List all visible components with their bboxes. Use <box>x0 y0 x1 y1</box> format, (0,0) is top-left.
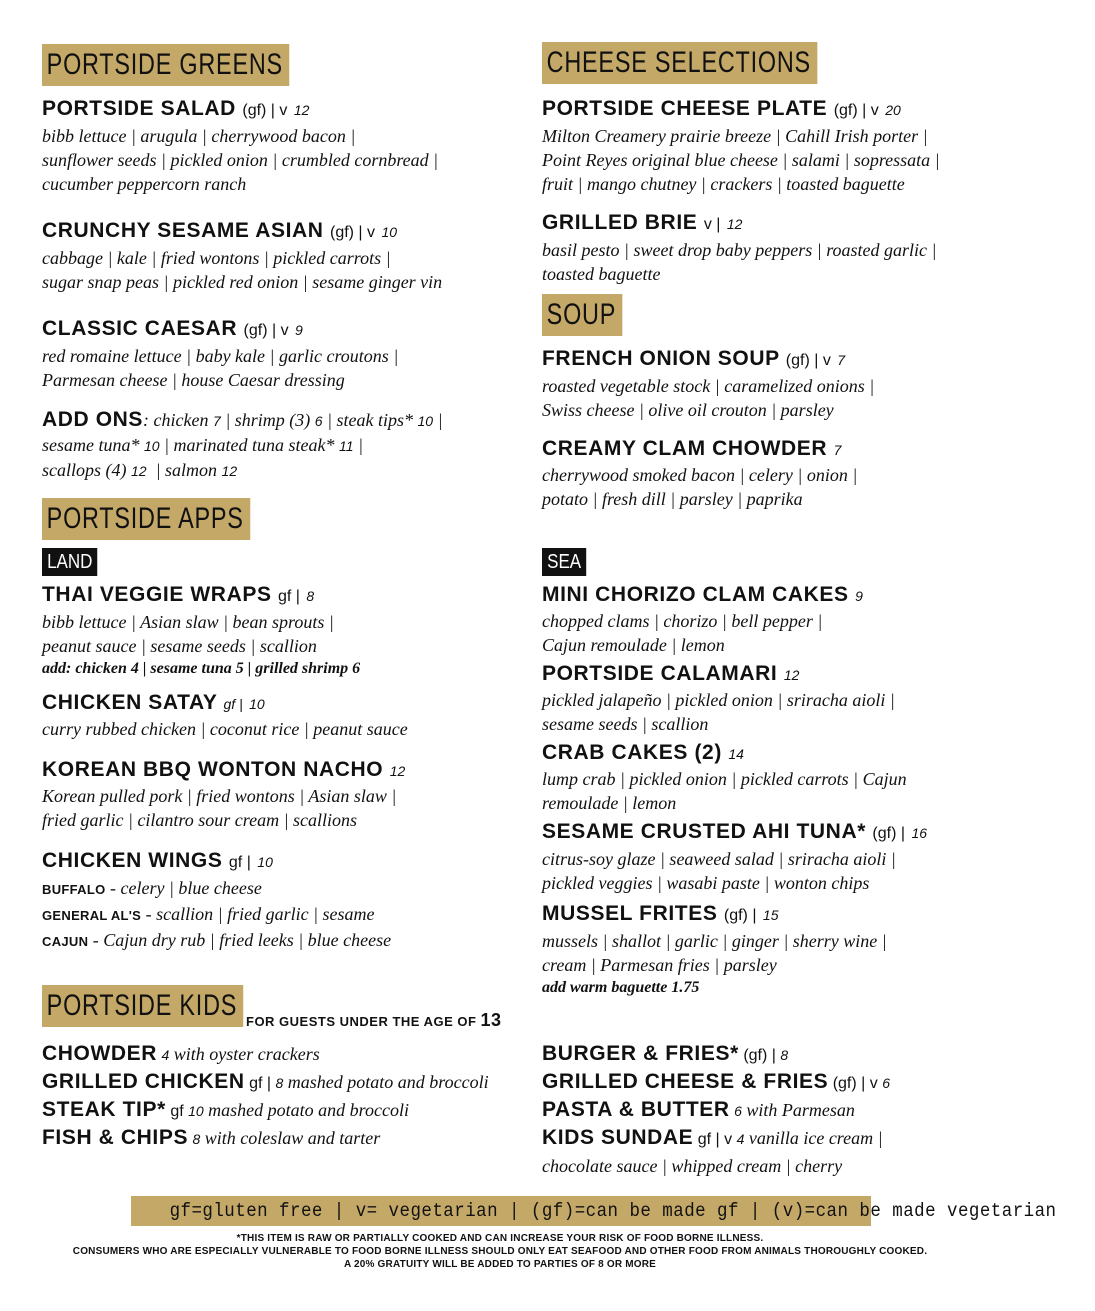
item-price: 10 <box>249 696 265 712</box>
item-name: STEAK TIP* <box>42 1098 166 1121</box>
item-desc-line: sugar snap peas | pickled red onion | sesame ginger vin <box>42 272 443 292</box>
kids-item <box>42 1041 532 1069</box>
addon-text: | <box>358 435 364 455</box>
menu-item <box>42 757 522 832</box>
item-desc-line: red romaine lettuce | baby kale | garlic croutons | <box>42 346 399 366</box>
addon-text: | salmon <box>155 460 218 480</box>
item-name: CHOWDER <box>42 1042 158 1065</box>
section-header-cheese: CHEESE SELECTIONS <box>542 42 817 84</box>
addon-price: 12 <box>221 463 238 479</box>
menu-item <box>42 582 522 680</box>
item-name: GRILLED CHEESE & FRIES <box>542 1070 829 1093</box>
section-header-greens: PORTSIDE GREENS <box>42 44 289 86</box>
item-desc-line: sesame seeds | scallion <box>542 714 709 734</box>
item-name: FRENCH ONION SOUP <box>542 347 780 370</box>
item-desc-line: bibb lettuce | Asian slaw | bean sprouts | <box>42 612 334 632</box>
item-name: SESAME CRUSTED AHI TUNA* <box>542 820 866 843</box>
item-desc-line: toasted baguette <box>542 264 661 284</box>
kids-age-number: 13 <box>480 1010 502 1030</box>
item-desc-line: peanut sauce | sesame seeds | scallion <box>42 636 317 656</box>
item-desc: chocolate sauce | whipped cream | cherry <box>542 1156 843 1176</box>
item-desc: mashed potato and broccoli <box>287 1072 489 1092</box>
item-desc-line: cabbage | kale | fried wontons | pickled carrots | <box>42 248 391 268</box>
item-tag: gf <box>170 1103 184 1120</box>
item-name: PORTSIDE CALAMARI <box>542 662 778 685</box>
item-price: 7 <box>833 442 842 458</box>
menu-item <box>42 316 512 392</box>
item-price: 4 <box>161 1047 170 1063</box>
item-desc-line: curry rubbed chicken | coconut rice | peanut sauce <box>42 719 408 739</box>
item-price: 20 <box>885 102 901 118</box>
addon-price: 10 <box>144 438 160 454</box>
wing-style: GENERAL AL'S - scallion | fried garlic | sesame <box>42 904 375 924</box>
item-name: MUSSEL FRITES <box>542 902 718 925</box>
item-name: BURGER & FRIES* <box>542 1042 739 1065</box>
item-desc-line: cherrywood smoked bacon | celery | onion | <box>542 465 858 485</box>
disclaimer <box>0 1232 1000 1271</box>
wing-style-desc: Cajun dry rub | fried leeks | blue cheese <box>103 930 392 950</box>
disclaimer-line: CONSUMERS WHO ARE ESPECIALLY VULNERABLE TO FOOD BORNE ILLNESS SHOULD ONLY EAT SEAFOOD AND OTHER FOOD FROM ANIMALS THOROUGHLY COOKED. <box>72 1246 928 1257</box>
item-desc: with oyster crackers <box>173 1044 320 1064</box>
item-name: MINI CHORIZO CLAM CAKES <box>542 583 849 606</box>
subheader-sea: SEA <box>542 548 586 576</box>
item-desc-line: basil pesto | sweet drop baby peppers | roasted garlic | <box>542 240 937 260</box>
item-desc-line: Korean pulled pork | fried wontons | Asian slaw | <box>42 786 397 806</box>
section-header-apps: PORTSIDE APPS <box>42 498 250 540</box>
item-name: CHICKEN WINGS <box>42 849 223 872</box>
item-desc-line: Cajun remoulade | lemon <box>542 635 725 655</box>
addon-text: | marinated tuna steak* <box>164 435 335 455</box>
kids-left-column <box>42 1041 532 1153</box>
item-price: 4 <box>736 1131 745 1147</box>
item-desc-line: sunflower seeds | pickled onion | crumbled cornbread | <box>42 150 439 170</box>
wing-style: CAJUN - Cajun dry rub | fried leeks | blue cheese <box>42 930 392 950</box>
item-desc-line: cream | Parmesan fries | parsley <box>542 955 777 975</box>
menu-item <box>42 690 522 741</box>
item-price: 12 <box>293 102 310 118</box>
item-desc-line: Parmesan cheese | house Caesar dressing <box>42 370 345 390</box>
item-price: 12 <box>783 667 800 683</box>
item-desc-line: lump crab | pickled onion | pickled carrots | Cajun <box>542 769 907 789</box>
item-name: KOREAN BBQ WONTON NACHO <box>42 758 384 781</box>
kids-item <box>542 1069 992 1097</box>
item-desc: with coleslaw and tarter <box>204 1128 381 1148</box>
section-header-kids: PORTSIDE KIDS <box>42 985 243 1027</box>
item-tag: gf | <box>223 696 243 712</box>
menu-item <box>542 346 992 422</box>
wing-style-label: BUFFALO <box>42 882 106 897</box>
item-price: 8 <box>306 588 315 604</box>
item-name: GRILLED CHICKEN <box>42 1070 245 1093</box>
item-name: GRILLED BRIE <box>542 211 698 234</box>
menu-item <box>42 96 512 196</box>
item-tag: (gf) | v <box>242 102 288 119</box>
item-tag: gf | <box>228 854 251 871</box>
kids-age-note-text: FOR GUESTS UNDER THE AGE OF <box>246 1014 477 1029</box>
item-addon-note: add warm baguette 1.75 <box>542 979 700 996</box>
kids-item <box>542 1041 992 1069</box>
item-desc-line: Swiss cheese | olive oil crouton | parsley <box>542 400 834 420</box>
addon-text: chicken <box>153 410 209 430</box>
addon-price: 12 <box>131 463 147 479</box>
kids-item <box>542 1125 992 1153</box>
item-price: 6 <box>734 1103 742 1119</box>
wing-style-label: CAJUN <box>42 934 89 949</box>
menu-item <box>542 901 992 999</box>
legend-bar <box>131 1196 1057 1226</box>
kids-right-column <box>542 1041 992 1181</box>
item-price: 6 <box>882 1075 890 1091</box>
apps-header <box>42 498 309 540</box>
item-desc-line: potato | fresh dill | parsley | paprika <box>542 489 803 509</box>
section-header-soup: SOUP <box>542 294 622 336</box>
land-column <box>42 548 522 968</box>
menu-item <box>542 210 992 286</box>
menu-item <box>42 218 512 294</box>
item-tag: (gf) | v <box>785 352 831 369</box>
greens-column <box>42 44 512 483</box>
menu-item <box>542 436 992 511</box>
item-tag: (gf) | <box>723 907 757 924</box>
kids-item <box>42 1125 532 1153</box>
kids-item <box>42 1097 532 1125</box>
wing-style-desc: celery | blue cheese <box>120 878 262 898</box>
wing-style: BUFFALO - celery | blue cheese <box>42 878 262 898</box>
item-price: 12 <box>389 763 406 779</box>
item-name: CHICKEN SATAY <box>42 691 218 714</box>
item-price: 16 <box>911 825 928 841</box>
wing-style-desc: scallion | fried garlic | sesame <box>156 904 375 924</box>
menu-item <box>542 819 992 895</box>
item-name: PASTA & BUTTER <box>542 1098 730 1121</box>
item-price: 15 <box>762 907 779 923</box>
menu-item <box>542 582 992 657</box>
item-tag: (gf) | v <box>833 102 879 119</box>
kids-age-note <box>246 1010 502 1031</box>
item-price: 7 <box>837 352 846 368</box>
item-desc: vanilla ice cream | <box>748 1128 883 1148</box>
item-price: 10 <box>188 1103 204 1119</box>
item-desc-line: chopped clams | chorizo | bell pepper | <box>542 611 823 631</box>
addon-text: | <box>437 410 443 430</box>
add-ons-label: ADD ONS <box>42 408 144 431</box>
item-tag: (gf) | v <box>329 224 376 241</box>
item-price: 14 <box>728 746 744 762</box>
item-name: CRUNCHY SESAME ASIAN <box>42 219 324 242</box>
menu-item <box>542 661 992 736</box>
sea-column <box>542 548 992 1013</box>
menu-item <box>42 848 522 954</box>
subheader-land: LAND <box>42 548 98 576</box>
item-price: 8 <box>780 1047 789 1063</box>
addon-price: 11 <box>339 438 354 454</box>
item-tag: v | <box>703 216 721 233</box>
addon-text: | steak tips* <box>327 410 414 430</box>
item-desc-line: fried garlic | cilantro sour cream | scallions <box>42 810 358 830</box>
item-desc-line: cucumber peppercorn ranch <box>42 174 247 194</box>
item-price: 8 <box>275 1075 284 1091</box>
item-name: PORTSIDE CHEESE PLATE <box>542 97 828 120</box>
item-tag: gf | <box>249 1075 272 1092</box>
addon-price: 10 <box>417 413 434 429</box>
item-name: THAI VEGGIE WRAPS <box>42 583 272 606</box>
item-desc-line: citrus-soy glaze | seaweed salad | sriracha aioli | <box>542 849 896 869</box>
item-desc-line: bibb lettuce | arugula | cherrywood bacon | <box>42 126 356 146</box>
item-tag: gf | v <box>697 1131 733 1148</box>
wing-style-label: GENERAL AL'S <box>42 908 142 923</box>
item-price: 9 <box>295 322 303 338</box>
item-tag: (gf) | v <box>243 322 289 339</box>
item-desc-line: mussels | shallot | garlic | ginger | sherry wine | <box>542 931 887 951</box>
item-desc-line: remoulade | lemon <box>542 793 677 813</box>
kids-item <box>42 1069 532 1097</box>
item-desc-line: pickled veggies | wasabi paste | wonton chips <box>542 873 870 893</box>
menu-item <box>542 740 992 815</box>
addon-price: 6 <box>314 413 323 429</box>
kids-item <box>542 1097 992 1125</box>
item-price: 12 <box>726 216 743 232</box>
item-price: 9 <box>855 588 863 604</box>
item-price: 10 <box>381 224 398 240</box>
item-desc-line: roasted vegetable stock | caramelized onions | <box>542 376 875 396</box>
item-name: CRAB CAKES (2) <box>542 741 722 764</box>
cheese-soup-column <box>542 42 992 525</box>
add-ons: ADD ONS: chicken 7 | shrimp (3) 6 | steak tips* 10 | sesame tuna* 10 | marinated tuna steak* 11 | scallops (4) 12 | salmon 12 <box>42 408 443 480</box>
item-desc: with Parmesan <box>746 1100 855 1120</box>
disclaimer-line: *THIS ITEM IS RAW OR PARTIALLY COOKED AND CAN INCREASE YOUR RISK OF FOOD BORNE ILLNESS. <box>236 1233 764 1244</box>
item-desc-line: Milton Creamery prairie breeze | Cahill Irish porter | <box>542 126 928 146</box>
disclaimer-line: A 20% GRATUITY WILL BE ADDED TO PARTIES OF 8 OR MORE <box>343 1259 657 1270</box>
item-tag: (gf) | <box>743 1047 776 1064</box>
item-name: KIDS SUNDAE <box>542 1126 694 1149</box>
item-price: 10 <box>257 854 273 870</box>
item-tag: (gf) | v <box>832 1075 878 1092</box>
item-desc: mashed potato and broccoli <box>208 1100 409 1120</box>
item-name: PORTSIDE SALAD <box>42 97 236 120</box>
item-desc-line: pickled jalapeño | pickled onion | sriracha aioli | <box>542 690 895 710</box>
addon-price: 7 <box>213 413 221 429</box>
addon-text: scallops (4) <box>42 460 127 480</box>
item-name: FISH & CHIPS <box>42 1126 189 1149</box>
item-price: 8 <box>192 1131 201 1147</box>
addon-text: sesame tuna* <box>42 435 140 455</box>
item-desc-line: Point Reyes original blue cheese | salami | sopressata | <box>542 150 940 170</box>
item-name: CLASSIC CAESAR <box>42 317 238 340</box>
menu-item <box>542 96 992 196</box>
legend-text: gf=gluten free | v= vegetarian | (gf)=can be made gf | (v)=can be made vegetarian <box>169 1200 1057 1222</box>
item-tag: (gf) | <box>872 825 906 842</box>
item-addon-note: add: chicken 4 | sesame tuna 5 | grilled shrimp 6 <box>42 660 361 677</box>
item-tag: gf | <box>278 588 300 605</box>
item-name: CREAMY CLAM CHOWDER <box>542 437 828 460</box>
item-desc-line: fruit | mango chutney | crackers | toasted baguette <box>542 174 905 194</box>
addon-text: | shrimp (3) <box>225 410 311 430</box>
